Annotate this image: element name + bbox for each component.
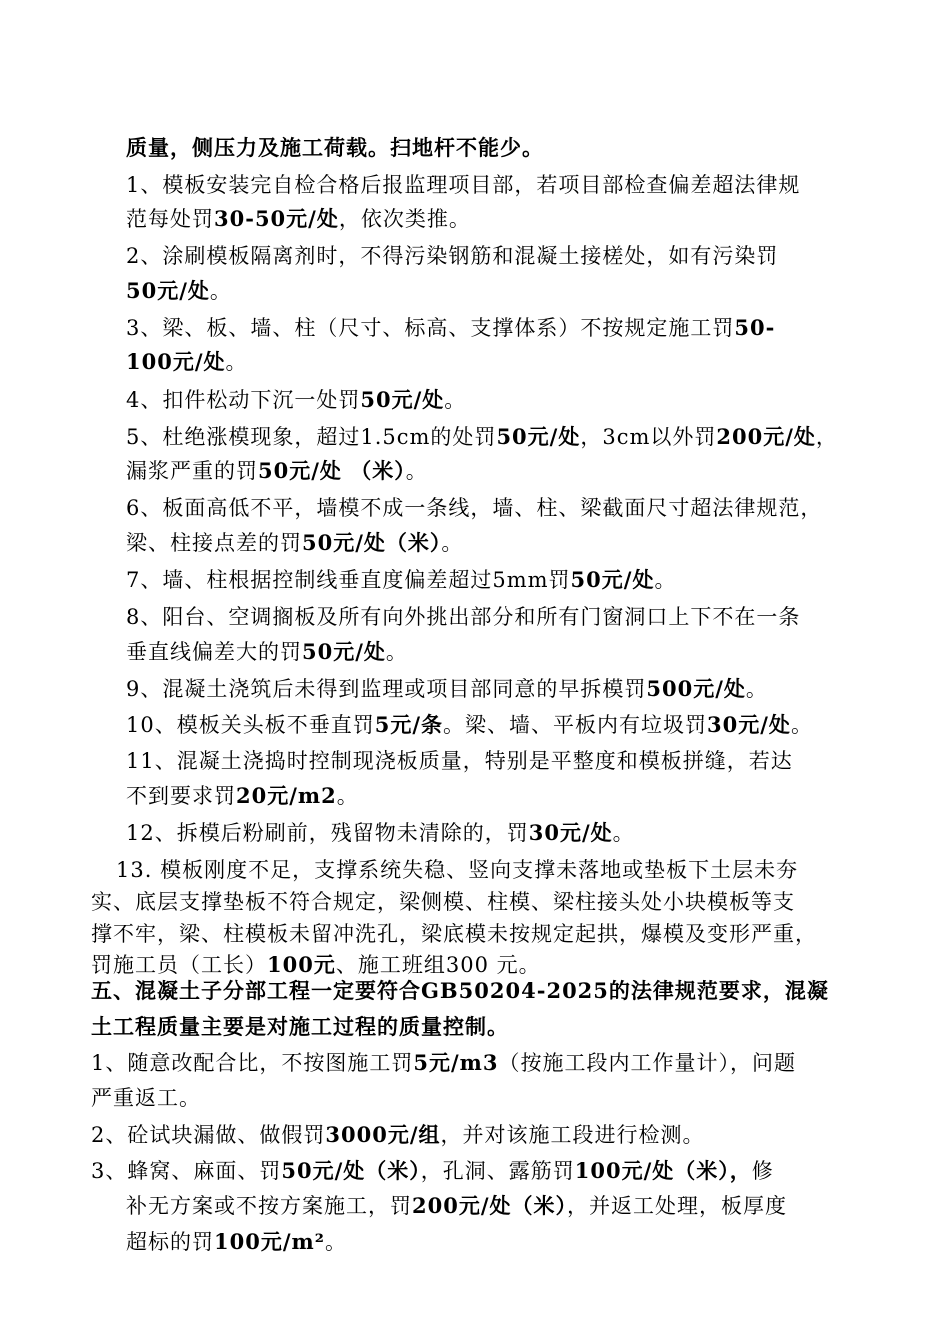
text-segment: 垂直线偏差大的罚	[126, 640, 302, 664]
text-line-item-13-cont-1	[91, 887, 795, 917]
text-line-item-2	[126, 241, 778, 271]
text-segment: ，并返工处理，板厚度	[567, 1194, 788, 1218]
bold-text-segment: 50元/处（米）	[281, 1158, 421, 1183]
text-line-item-5-cont	[126, 456, 428, 486]
text-segment: 。	[654, 568, 677, 592]
text-segment: 9、混凝土浇筑后未得到监理或项目部同意的早拆模罚	[126, 677, 647, 701]
text-line-s5-item-2	[91, 1120, 705, 1150]
bold-text-segment: 50元/处（米）	[302, 530, 442, 555]
bold-text-segment: 50元/处	[126, 278, 210, 303]
text-line-item-7	[126, 565, 676, 595]
text-line-item-13	[116, 855, 798, 885]
section-heading-5-cont	[91, 1012, 509, 1042]
text-segment: 。	[441, 531, 464, 555]
text-segment: ，	[815, 425, 838, 449]
text-segment: ，依次类推。	[338, 207, 471, 231]
text-segment: 不到要求罚	[126, 784, 236, 808]
text-segment: 6、板面高低不平，墙模不成一条线，墙、柱、梁截面尺寸超法律规范，	[126, 496, 823, 520]
text-segment: 罚施工员（工长）	[91, 953, 267, 977]
text-line-s5-item-3-cont-1	[126, 1191, 787, 1221]
text-segment: 。	[405, 459, 428, 483]
text-segment: 11、混凝土浇捣时控制现浇板质量，特别是平整度和模板拼缝，若达	[126, 749, 793, 773]
text-segment: 1、模板安装完自检合格后报监理项目部，若项目部检查偏差超法律规	[126, 173, 801, 197]
text-line-s5-item-1-cont	[91, 1083, 201, 1113]
text-segment: 严重返工。	[91, 1086, 201, 1110]
text-segment: ，3cm以外罚	[580, 425, 717, 449]
bold-text-segment: 20元/m2	[236, 783, 337, 808]
text-segment: 13. 模板刚度不足，支撑系统失稳、竖向支撑未落地或垫板下土层未夯	[116, 858, 799, 882]
text-segment: 2、砼试块漏做、做假罚	[91, 1123, 326, 1147]
text-segment: 4、扣件松动下沉一处罚	[126, 388, 361, 412]
text-segment: 。	[225, 350, 248, 374]
text-segment: 12、拆模后粉刷前，残留物未清除的，罚	[126, 821, 529, 845]
text-line-s5-item-1	[91, 1048, 796, 1078]
text-segment: 漏浆严重的罚	[126, 459, 258, 483]
text-line-item-1-cont	[126, 204, 471, 234]
text-line-s5-item-3-cont-2	[126, 1227, 347, 1257]
text-line-s5-item-3	[91, 1156, 774, 1186]
text-segment: 。	[745, 677, 768, 701]
text-segment: 。梁、墙、平板内有垃圾罚	[443, 713, 708, 737]
section-heading-5	[91, 976, 829, 1006]
text-segment: 8、阳台、空调搁板及所有向外挑出部分和所有门窗洞口上下不在一条	[126, 605, 801, 629]
bold-text-segment: 200元/处	[716, 424, 816, 449]
bold-text-segment: 5元/m3	[413, 1050, 499, 1075]
text-line-item-11	[126, 746, 793, 776]
text-segment: 。	[324, 1230, 347, 1254]
text-segment: 3、蜂窝、麻面、罚	[91, 1159, 282, 1183]
text-line-item-3	[126, 313, 775, 343]
text-segment: 实、底层支撑垫板不符合规定，梁侧模、柱模、梁柱接头处小块模板等支	[91, 890, 795, 914]
bold-text-segment: 100元	[267, 952, 336, 977]
bold-text-segment: 质量，侧压力及施工荷载。扫地杆不能少。	[126, 135, 544, 160]
bold-text-segment: 100元/处	[126, 349, 226, 374]
text-line-item-1	[126, 170, 800, 200]
bold-text-segment: 50-	[734, 315, 776, 340]
bold-text-segment: 土工程质量主要是对施工过程的质量控制。	[91, 1014, 509, 1039]
text-line-item-6	[126, 493, 822, 523]
bold-text-segment: 30-50元/处	[214, 206, 339, 231]
text-line-item-4	[126, 385, 466, 415]
text-segment: 5、杜绝涨模现象，超过1.5cm的处罚	[126, 425, 497, 449]
text-line-continuation	[126, 133, 544, 163]
text-segment: 7、墙、柱根据控制线垂直度偏差超过5mm罚	[126, 568, 571, 592]
bold-text-segment: 100元/m²	[214, 1229, 325, 1254]
text-line-item-8	[126, 602, 800, 632]
text-line-item-5	[126, 422, 838, 452]
text-segment: 。	[336, 784, 359, 808]
bold-text-segment: 50元/处	[570, 567, 655, 592]
text-line-item-13-cont-2	[91, 919, 817, 949]
text-segment: 2、涂刷模板隔离剂时，不得污染钢筋和混凝土接槎处，如有污染罚	[126, 244, 779, 268]
text-line-item-3-cont	[126, 347, 248, 377]
bold-text-segment: 200元/处（米）	[412, 1193, 568, 1218]
text-segment: 。	[444, 388, 467, 412]
text-segment: ，孔洞、露筋罚	[420, 1159, 575, 1183]
bold-text-segment: 五、混凝土子分部工程一定要符合GB50204-2025的法律规范要求，混凝	[91, 978, 829, 1003]
bold-text-segment: 50元/处	[302, 639, 386, 664]
text-segment: 1、随意改配合比，不按图施工罚	[91, 1051, 414, 1075]
bold-text-segment: 100元/处（米），	[574, 1158, 752, 1183]
text-line-item-6-cont	[126, 528, 463, 558]
text-segment: 10、模板关头板不垂直罚	[126, 713, 375, 737]
bold-text-segment: 50元/处	[360, 387, 445, 412]
text-segment: 超标的罚	[126, 1230, 214, 1254]
text-segment: 。	[385, 640, 408, 664]
text-line-item-8-cont	[126, 637, 408, 667]
text-segment: 补无方案或不按方案施工，罚	[126, 1194, 412, 1218]
text-segment: 。	[209, 279, 232, 303]
text-line-item-11-cont	[126, 781, 359, 811]
text-line-item-2-cont	[126, 276, 232, 306]
bold-text-segment: 50元/处	[496, 424, 581, 449]
text-segment: 撑不牢，梁、柱模板未留冲洗孔，梁底模未按规定起拱，爆模及变形严重，	[91, 922, 817, 946]
text-segment: 3、梁、板、墙、柱（尺寸、标高、支撑体系）不按规定施工罚	[126, 316, 735, 340]
text-segment: 修	[751, 1159, 774, 1183]
text-line-item-9	[126, 674, 768, 704]
bold-text-segment: 30元/处	[707, 712, 791, 737]
text-segment: 、施工班组300 元。	[335, 953, 541, 977]
bold-text-segment: 3000元/组	[325, 1122, 441, 1147]
text-line-item-12	[126, 818, 635, 848]
text-segment: ，并对该施工段进行检测。	[440, 1123, 705, 1147]
bold-text-segment: 30元/处	[528, 820, 613, 845]
bold-text-segment: 50元/处 （米）	[258, 458, 406, 483]
text-line-item-10	[126, 710, 813, 740]
text-segment: （按施工段内工作量计），问题	[498, 1051, 796, 1075]
bold-text-segment: 5元/条	[374, 712, 444, 737]
text-segment: 。	[790, 713, 813, 737]
text-segment: 。	[612, 821, 635, 845]
bold-text-segment: 500元/处	[646, 676, 746, 701]
text-segment: 范每处罚	[126, 207, 214, 231]
text-segment: 梁、柱接点差的罚	[126, 531, 302, 555]
